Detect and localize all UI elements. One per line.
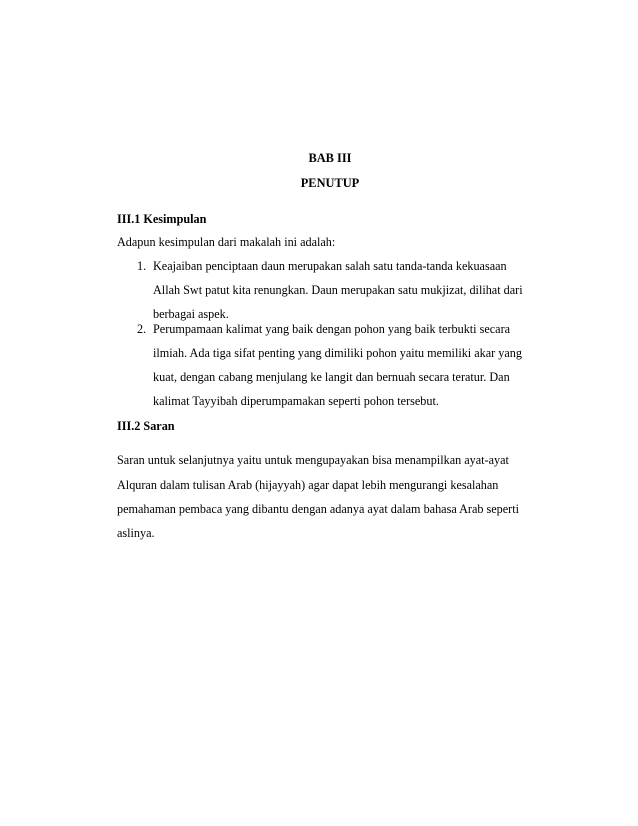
list-item-line: Allah Swt patut kita renungkan. Daun merupakan satu mukjizat, dilihat dari (153, 283, 523, 297)
chapter-title: PENUTUP (300, 176, 360, 190)
paragraph-line: Saran untuk selanjutnya yaitu untuk mengupayakan bisa menampilkan ayat-ayat (117, 453, 509, 467)
list-item-number: 1. (137, 259, 147, 273)
section-heading-kesimpulan: III.1 Kesimpulan (117, 212, 207, 226)
paragraph-line: Alquran dalam tulisan Arab (hijayyah) agar dapat lebih mengurangi kesalahan (117, 478, 499, 492)
list-item-line: Keajaiban penciptaan daun merupakan salah satu tanda-tanda kekuasaan (153, 259, 507, 273)
paragraph-line: aslinya. (117, 526, 155, 540)
list-item-line: Perumpamaan kalimat yang baik dengan pohon yang baik terbukti secara (153, 322, 511, 336)
list-item-line: kalimat Tayyibah diperumpamakan seperti pohon tersebut. (153, 394, 439, 408)
section-intro: Adapun kesimpulan dari makalah ini adalah: (117, 235, 336, 249)
list-item-number: 2. (137, 322, 147, 336)
chapter-number: BAB III (308, 151, 352, 165)
list-item-line: ilmiah. Ada tiga sifat penting yang dimiliki pohon yaitu memiliki akar yang (153, 346, 522, 360)
list-item-line: kuat, dengan cabang menjulang ke langit dan bernuah secara teratur. Dan (153, 370, 510, 384)
paragraph-line: pemahaman pembaca yang dibantu dengan adanya ayat dalam bahasa Arab seperti (117, 502, 520, 516)
list-item-line: berbagai aspek. (153, 307, 229, 321)
section-heading-saran: III.2 Saran (117, 419, 175, 433)
